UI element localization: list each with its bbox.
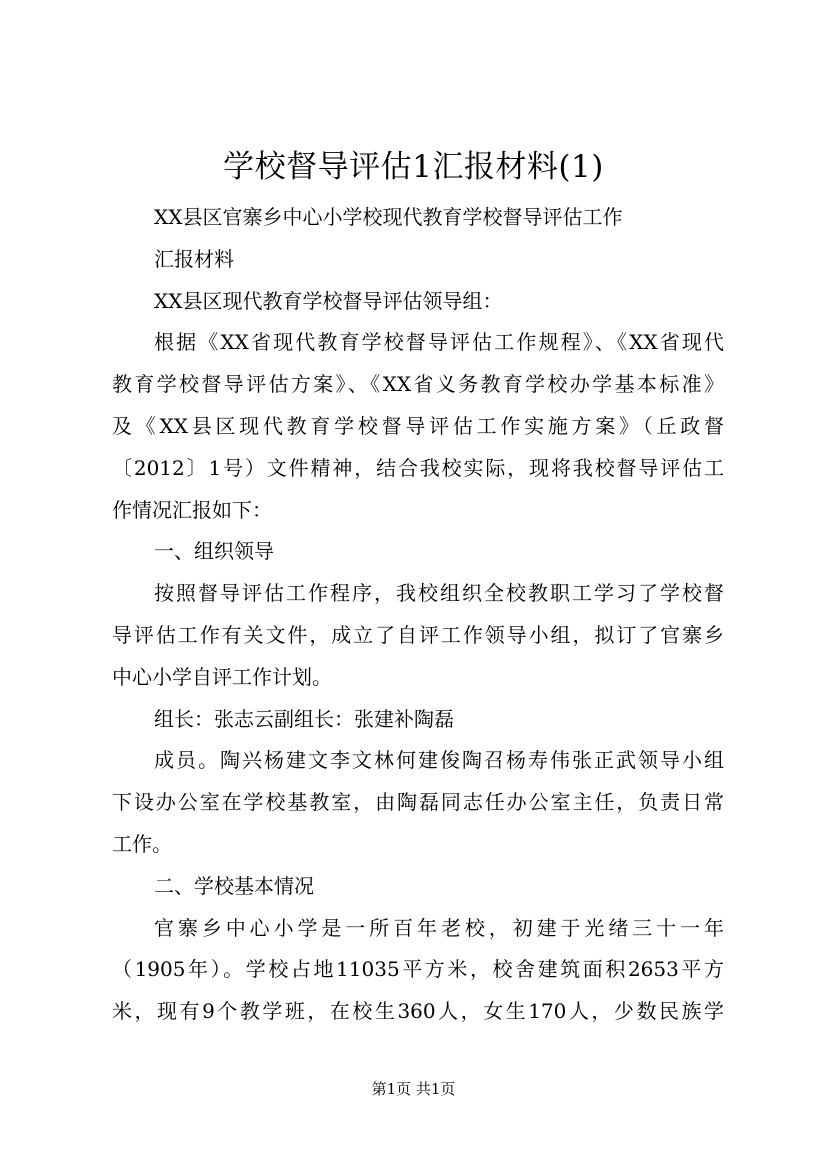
text-line: XX县区现代教育学校督导评估领导组： xyxy=(154,288,503,313)
text-line: 导评估工作有关文件，成立了自评工作领导小组，拟订了官寨乡 xyxy=(112,622,724,647)
text-line: XX县区官寨乡中心小学校现代教育学校督导评估工作 xyxy=(154,205,623,229)
text-line: 一、组织领导 xyxy=(154,539,274,564)
text-line: 米，现有9个教学班，在校生360人，女生170人，少数民族学 xyxy=(112,999,724,1024)
text-line: 二、学校基本情况 xyxy=(154,873,314,898)
text-line: 组长：张志云副组长：张建补陶磊 xyxy=(154,706,454,731)
document-body xyxy=(112,197,724,1033)
text-line: 汇报材料 xyxy=(154,246,234,271)
text-line: 〔2012〕1号）文件精神，结合我校实际，现将我校督导评估工 xyxy=(112,455,724,480)
text-line: 下设办公室在学校基教室，由陶磊同志任办公室主任，负责日常 xyxy=(112,790,724,815)
text-line: 作情况汇报如下： xyxy=(112,497,272,522)
text-line: 成员。陶兴杨建文李文林何建俊陶召杨寿伟张正武领导小组 xyxy=(154,748,724,773)
text-line: 及《XX县区现代教育学校督导评估工作实施方案》（丘政督 xyxy=(112,413,724,438)
text-line: 按照督导评估工作程序，我校组织全校教职工学习了学校督 xyxy=(154,581,724,606)
text-line: 工作。 xyxy=(112,831,172,856)
text-line: 教育学校督导评估方案》、《XX省义务教育学校办学基本标准》 xyxy=(112,372,724,397)
text-line: 官寨乡中心小学是一所百年老校，初建于光绪三十一年 xyxy=(154,915,724,940)
text-line: （1905年）。学校占地11035平方米，校舍建筑面积2653平方 xyxy=(112,957,724,982)
text-line: 根据《XX省现代教育学校督导评估工作规程》、《XX省现代 xyxy=(154,330,724,355)
text-line: 中心小学自评工作计划。 xyxy=(112,664,332,689)
page-footer: 第1页 共1页 xyxy=(371,1080,456,1098)
document-title: 学校督导评估1汇报材料(1) xyxy=(223,149,604,185)
